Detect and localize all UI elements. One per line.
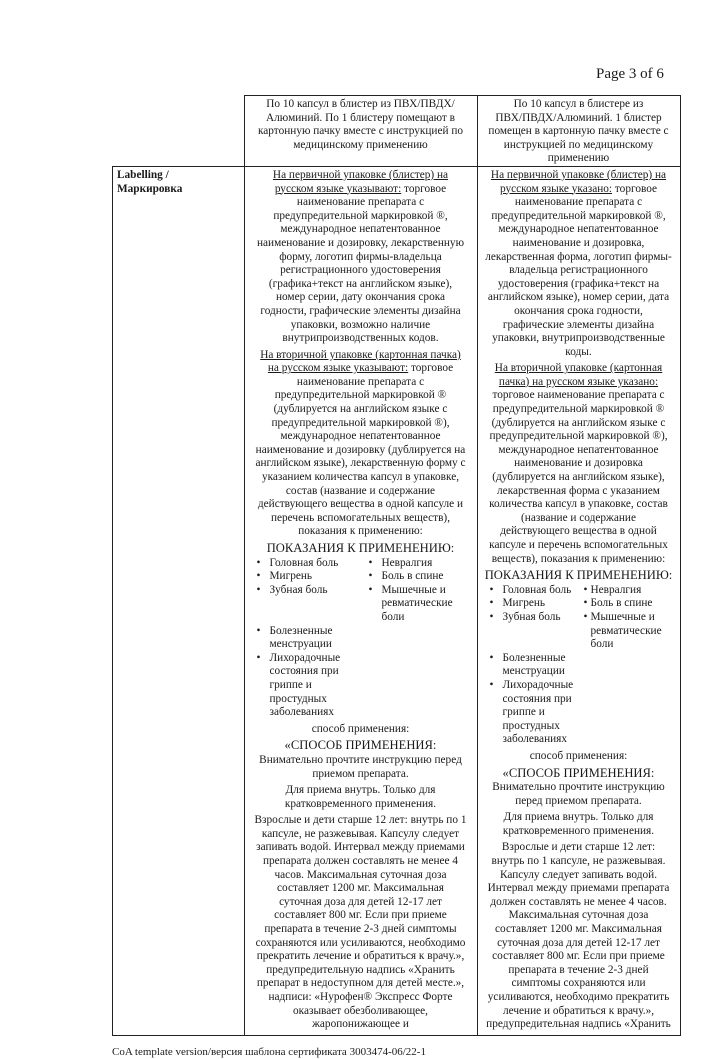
bullet-icon: • <box>368 556 373 569</box>
bullet-icon: • <box>256 651 261 664</box>
bullet-icon: • <box>368 583 373 596</box>
primary-packaging-body: торговое наименование препарата с предупредительной маркировкой ®, международное непатентованное наименование и дозировка, лекарственная форма, логотип фирмы- владельца регистрационного удостоверения (графика+текст на английском языке), номер серии, дата окончания срока годности, графические элементы дизайна упаковки, внутрипроизводственные коды. <box>485 182 672 358</box>
indications-list <box>248 557 474 720</box>
primary-packaging-text <box>481 169 677 359</box>
indication-item <box>481 584 581 598</box>
secondary-packaging-text <box>481 362 677 566</box>
bullet-icon: • <box>489 678 494 691</box>
bullet-icon: • <box>489 610 494 623</box>
dosage-text: Взрослые и дети старше 12 лет: внутрь по 1 капсуле, не разжевывая. Капсулу следует запивать водой. Интервал между приемами препарата должен составлять не менее 4 часов. Максимальная суточная доза составляет 1200 мг. Максимальная суточная доза для детей 12-17 лет составляет 800 мг. Если при приеме препарата в течение 2-3 дней симптомы сохраняются или усиливаются, необходимо прекратить лечение и обратиться к врачу.», предупредительную надпись «Хранить препарат в недоступном для детей месте.», надписи: «Нурофен® Экспресс Форте оказывает обезболивающее, жаропонижающее и <box>254 814 467 1031</box>
indication-item <box>481 611 581 652</box>
indication-text: Боль в спине <box>381 570 444 583</box>
bullet-icon: • <box>583 610 588 623</box>
indication-text: Зубная боль <box>502 610 561 623</box>
indication-item <box>360 570 474 584</box>
indication-item <box>248 570 360 584</box>
bullet-icon: • <box>256 583 261 596</box>
indication-item <box>248 625 360 652</box>
indication-item <box>248 584 360 625</box>
indication-text: Болезненные менструации <box>502 651 566 678</box>
secondary-packaging-body: торговое наименование препарата с предупредительной маркировкой ® (дублируется на английском языке с предупредительной маркировкой ®), международное непатентованное наименование и дозировку (дублируется на английском языке), лекарственную форму с указанием количества капсул в упаковке, состав (название и содержание действующего вещества в одной капсуле и перечень вспомогательных веществ), показания к применению: <box>255 362 466 538</box>
packaging-label-cell <box>113 96 245 167</box>
indication-item <box>481 679 581 747</box>
bullet-icon: • <box>489 583 494 596</box>
indication-item <box>248 652 360 720</box>
method-title: «СПОСОБ ПРИМЕНЕНИЯ: <box>284 738 437 753</box>
primary-packaging-heading: На первичной упаковке (блистер) на русском языке указано: <box>490 168 667 195</box>
indication-text: Боль в спине <box>590 597 653 610</box>
indication-text: Мигрень <box>269 570 313 583</box>
read-instructions-text: Внимательно прочтите инструкцию перед приемом препарата. <box>259 753 462 780</box>
dosage-text: Взрослые и дети старше 12 лет: внутрь по 1 капсуле, не разжевывая. Капсулу следует запивать водой. Интервал между приемами препарата должен составлять не менее 4 часов. Максимальная суточная доза составляет 1200 мг. Максимальная суточная доза для детей 12-17 лет составляет 800 мг. Если при приеме препарата в течение 2-3 дней симптомы сохраняются или усиливаются, необходимо прекратить лечение и обратиться к врачу.», предупредительная надпись «Хранить <box>486 841 671 1031</box>
bullet-icon: • <box>489 597 494 610</box>
secondary-packaging-text <box>248 349 474 539</box>
page-number: Page 3 of 6 <box>596 66 664 82</box>
specification-table <box>112 95 681 1036</box>
indication-item <box>481 597 581 611</box>
indication-item <box>481 652 581 679</box>
indication-item <box>360 557 474 571</box>
packaging-col-a: По 10 капсул в блистер из ПВХ/ПВДХ/ Алюминий. По 1 блистеру помещают в картонную пачку вместе с инструкцией по медицинскому применению <box>244 96 477 167</box>
primary-packaging-text <box>248 169 474 346</box>
bullet-icon: • <box>583 597 588 610</box>
secondary-packaging-body: торговое наименование препарата с предупредительной маркировкой ® (дублируется на английском языке с предупредительной маркировкой ®), международное непатентованное наименование и дозировка (дублируется на английском языке), лекарственная форма с указанием количества капсул в упаковке, состав (название и содержание действующего вещества в одной капсуле и перечень вспомогательных веществ), показания к применению: <box>489 389 668 565</box>
secondary-packaging-heading: На вторичной упаковке (картонная пачка) на русском языке указано: <box>494 362 663 388</box>
read-instructions-text: Внимательно прочтите инструкцию перед приемом препарата. <box>492 781 665 807</box>
packaging-col-b: По 10 капсул в блистере из ПВХ/ПВДХ/Алюминий. 1 блистер помещен в картонную пачку вместе с инструкцией по медицинскому применению <box>477 96 680 167</box>
list-spacer <box>581 652 677 679</box>
indication-text: Лихорадочные состояния при гриппе и простудных заболеваниях <box>269 651 341 719</box>
indication-text: Мигрень <box>502 597 546 610</box>
packaging-row <box>113 96 681 167</box>
indication-text: Невралгия <box>590 583 642 596</box>
indication-text: Лихорадочные состояния при гриппе и простудных заболеваниях <box>502 678 574 746</box>
indication-item <box>360 584 474 625</box>
bullet-icon: • <box>368 570 373 583</box>
primary-packaging-heading: На первичной упаковке (блистер) на русском языке указывают: <box>272 168 449 195</box>
bullet-icon: • <box>256 570 261 583</box>
footer-template-version: CoA template version/версия шаблона сертификата 3003474-06/22-1 <box>112 1045 426 1058</box>
indications-title: ПОКАЗАНИЯ К ПРИМЕНЕНИЮ: <box>484 568 673 583</box>
indication-text: Зубная боль <box>269 583 328 596</box>
indications-title: ПОКАЗАНИЯ К ПРИМЕНЕНИЮ: <box>266 541 455 555</box>
labelling-col-a <box>244 166 477 1035</box>
indication-text: Головная боль <box>269 556 339 569</box>
labelling-row <box>113 166 681 1035</box>
bullet-icon: • <box>256 556 261 569</box>
labelling-label: Labelling / Маркировка <box>113 166 245 1035</box>
indication-text: Болезненные менструации <box>269 624 333 651</box>
labelling-col-b <box>477 166 680 1035</box>
bullet-icon: • <box>583 583 588 596</box>
indication-text: Мышечные и ревматические боли <box>381 583 453 623</box>
indication-text: Мышечные и ревматические боли <box>590 610 662 651</box>
list-spacer <box>581 679 677 747</box>
indication-text: Головная боль <box>502 583 572 596</box>
list-spacer <box>360 652 474 720</box>
method-label: способ применения: <box>311 722 410 735</box>
indication-item <box>581 584 677 598</box>
indications-list <box>481 584 677 747</box>
secondary-packaging-heading: На вторичной упаковке (картонная пачка) на русском языке указывают: <box>260 348 461 375</box>
bullet-icon: • <box>256 624 261 637</box>
list-spacer <box>360 625 474 652</box>
bullet-icon: • <box>489 651 494 664</box>
indication-item <box>248 557 360 571</box>
primary-packaging-body: торговое наименование препарата с предупредительной маркировкой ®, международное непатентованное наименование и дозировку, лекарственную форму, логотип фирмы-владельца регистрационного удостоверения (графика+текст на английском языке), номер серии, дату окончания срока годности, графические элементы дизайна упаковки, возможно наличие внутрипроизводственных кодов. <box>256 182 465 345</box>
method-title: «СПОСОБ ПРИМЕНЕНИЯ: <box>502 765 655 780</box>
page-body <box>112 95 672 1059</box>
oral-use-text: Для приема внутрь. Только для кратковременного применения. <box>284 784 437 810</box>
indication-text: Невралгия <box>381 556 433 569</box>
oral-use-text: Для приема внутрь. Только для кратковременного применения. <box>502 811 655 837</box>
indication-item <box>581 597 677 611</box>
indication-item <box>581 611 677 652</box>
method-label: способ применения: <box>529 749 628 762</box>
